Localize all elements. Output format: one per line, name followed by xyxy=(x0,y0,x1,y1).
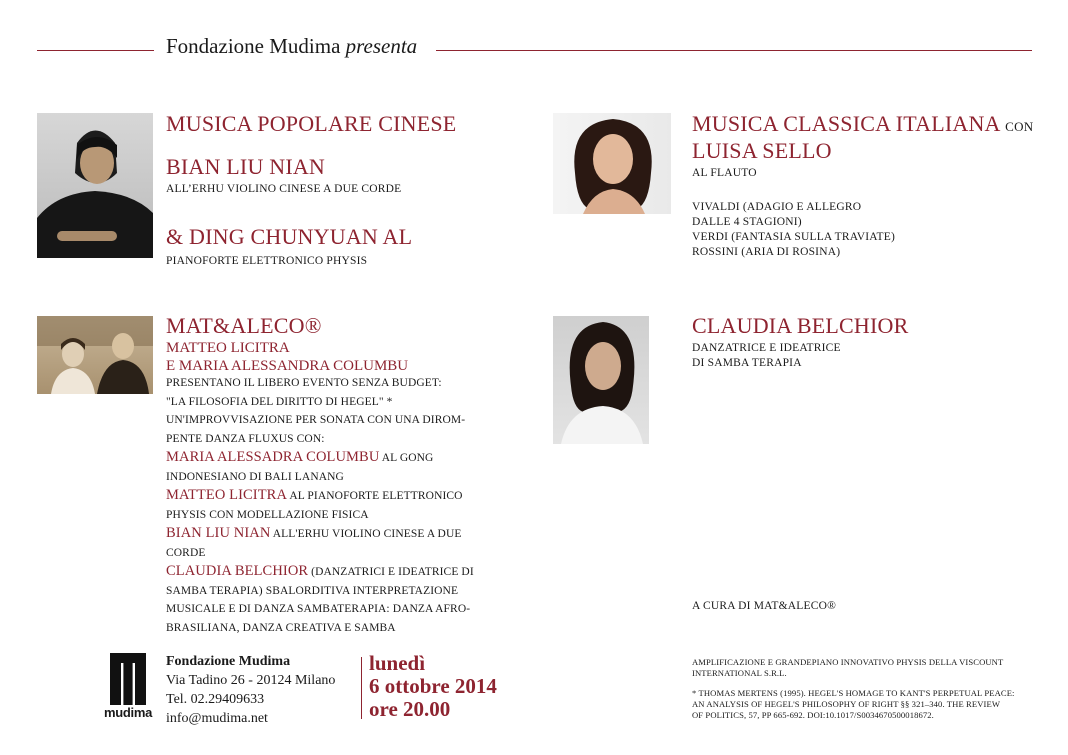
note-line: INTERNATIONAL S.R.L. xyxy=(692,668,787,678)
body-line: PHYSIS CON MODELLAZIONE FISICA xyxy=(166,508,369,521)
performer-role: ALL'ERHU VIOLINO CINESE A DUE xyxy=(270,528,462,540)
photo-claudia-belchior xyxy=(553,316,649,444)
section-title-mat-aleco: MAT&ALECO® xyxy=(166,313,322,338)
program-item: VERDI (FANTASIA SULLA TRAVIATE) xyxy=(692,231,896,243)
footer-contact xyxy=(166,652,335,728)
event-date xyxy=(369,652,497,721)
artist-claudia-belchior: CLAUDIA BELCHIOR xyxy=(692,313,909,338)
performer-name: BIAN LIU NIAN xyxy=(166,525,271,541)
performer-name: CLAUDIA BELCHIOR xyxy=(166,563,309,579)
artist-luisa-sello: LUISA SELLO xyxy=(692,138,832,163)
mudima-logo-icon xyxy=(100,653,156,705)
ref-line: OF POLITICS, 57, PP 665-692. DOI:10.1017/S0034670500018672. xyxy=(692,710,934,720)
program-list xyxy=(692,200,895,260)
note-line: AMPLIFICAZIONE E GRANDEPIANO INNOVATIVO PHYSIS DELLA VISCOUNT xyxy=(692,657,1004,667)
header-presents: presenta xyxy=(345,34,418,58)
body-line: PENTE DANZA FLUXUS CON: xyxy=(166,432,325,445)
body-line: BRASILIANA, DANZA CREATIVA E SAMBA xyxy=(166,621,396,634)
footer-address: Via Tadino 26 - 20124 Milano xyxy=(166,673,336,688)
photo-luisa-sello xyxy=(553,113,671,214)
curated-by: A CURA DI MAT&ALECO® xyxy=(692,600,837,612)
event-time: ore 20.00 xyxy=(369,697,451,721)
performer-name: MARIA ALESSADRA COLUMBU xyxy=(166,449,380,465)
footer-tel: Tel. 02.29409633 xyxy=(166,692,265,707)
mat-aleco-sub-2: E MARIA ALESSANDRA COLUMBU xyxy=(166,358,409,374)
mudima-logo xyxy=(100,653,156,723)
program-item: DALLE 4 STAGIONI) xyxy=(692,216,802,228)
body-line: MUSICALE E DI DANZA SAMBATERAPIA: DANZA AFRO- xyxy=(166,603,471,615)
mat-aleco-sub-1: MATTEO LICITRA xyxy=(166,340,290,356)
claudia-desc-line: DI SAMBA TERAPIA xyxy=(692,357,802,369)
header-title xyxy=(166,34,417,59)
ref-line: * THOMAS MERTENS (1995). HEGEL'S HOMAGE TO KANT'S PERPETUAL PEACE: xyxy=(692,688,1015,698)
artist-ding-desc: PIANOFORTE ELETTRONICO PHYSIS xyxy=(166,255,368,267)
body-line: CORDE xyxy=(166,546,206,559)
luisa-instrument: AL FLAUTO xyxy=(692,167,757,179)
reference-note xyxy=(692,688,1015,721)
musica-classica-title: MUSICA CLASSICA ITALIANA xyxy=(692,111,1000,136)
footer-org: Fondazione Mudima xyxy=(166,654,291,669)
footer-divider xyxy=(361,657,362,719)
claudia-desc-line: DANZATRICE E IDEATRICE xyxy=(692,342,841,354)
performer-name: MATTEO LICITRA xyxy=(166,487,288,503)
body-line: SAMBA TERAPIA) SBALORDITIVA INTERPRETAZIONE xyxy=(166,584,459,597)
body-line: "LA FILOSOFIA DEL DIRITTO DI HEGEL" * xyxy=(166,395,393,408)
ref-line: AN ANALYSIS OF HEGEL'S PHILOSOPHY OF RIGHT §§ 321–340. THE REVIEW xyxy=(692,699,1001,709)
body-line xyxy=(166,448,474,468)
header-rule-left xyxy=(37,50,154,51)
section-title-musica-popolare: MUSICA POPOLARE CINESE xyxy=(166,111,457,136)
mat-aleco-body xyxy=(166,374,474,637)
artist-ding-chunyuan: & DING CHUNYUAN AL xyxy=(166,224,413,249)
body-line: INDONESIANO DI BALI LANANG xyxy=(166,470,344,483)
performer-role: AL GONG xyxy=(379,452,434,464)
performer-role: (DANZATRICI E IDEATRICE DI xyxy=(308,566,474,578)
program-item: ROSSINI (ARIA DI ROSINA) xyxy=(692,246,841,258)
mudima-logo-text: mudima xyxy=(103,705,153,720)
photo-bian-liu-nian xyxy=(37,113,153,258)
event-date-text: 6 ottobre 2014 xyxy=(369,674,497,698)
body-line: PRESENTANO IL LIBERO EVENTO SENZA BUDGET: xyxy=(166,377,442,389)
program-item: VIVALDI (ADAGIO E ALLEGRO xyxy=(692,201,862,213)
artist-bian-liu-nian: BIAN LIU NIAN xyxy=(166,154,326,179)
header-rule-right xyxy=(436,50,1032,51)
amplification-note xyxy=(692,657,1003,679)
claudia-desc xyxy=(692,341,841,371)
event-day: lunedì xyxy=(369,651,426,675)
photo-mat-aleco xyxy=(37,316,153,394)
musica-classica-con: CON xyxy=(1005,119,1034,134)
body-line xyxy=(166,524,474,544)
body-line: UN'IMPROVVISAZIONE PER SONATA CON UNA DIROM- xyxy=(166,414,466,426)
header-org: Fondazione Mudima xyxy=(166,34,341,58)
footer-email[interactable]: info@mudima.net xyxy=(166,711,268,726)
performer-role: AL PIANOFORTE ELETTRONICO xyxy=(287,490,463,502)
body-line xyxy=(166,562,474,582)
artist-bian-desc: ALL’ERHU VIOLINO CINESE A DUE CORDE xyxy=(166,183,402,195)
body-line xyxy=(166,486,474,506)
section-title-musica-classica xyxy=(692,111,1033,137)
